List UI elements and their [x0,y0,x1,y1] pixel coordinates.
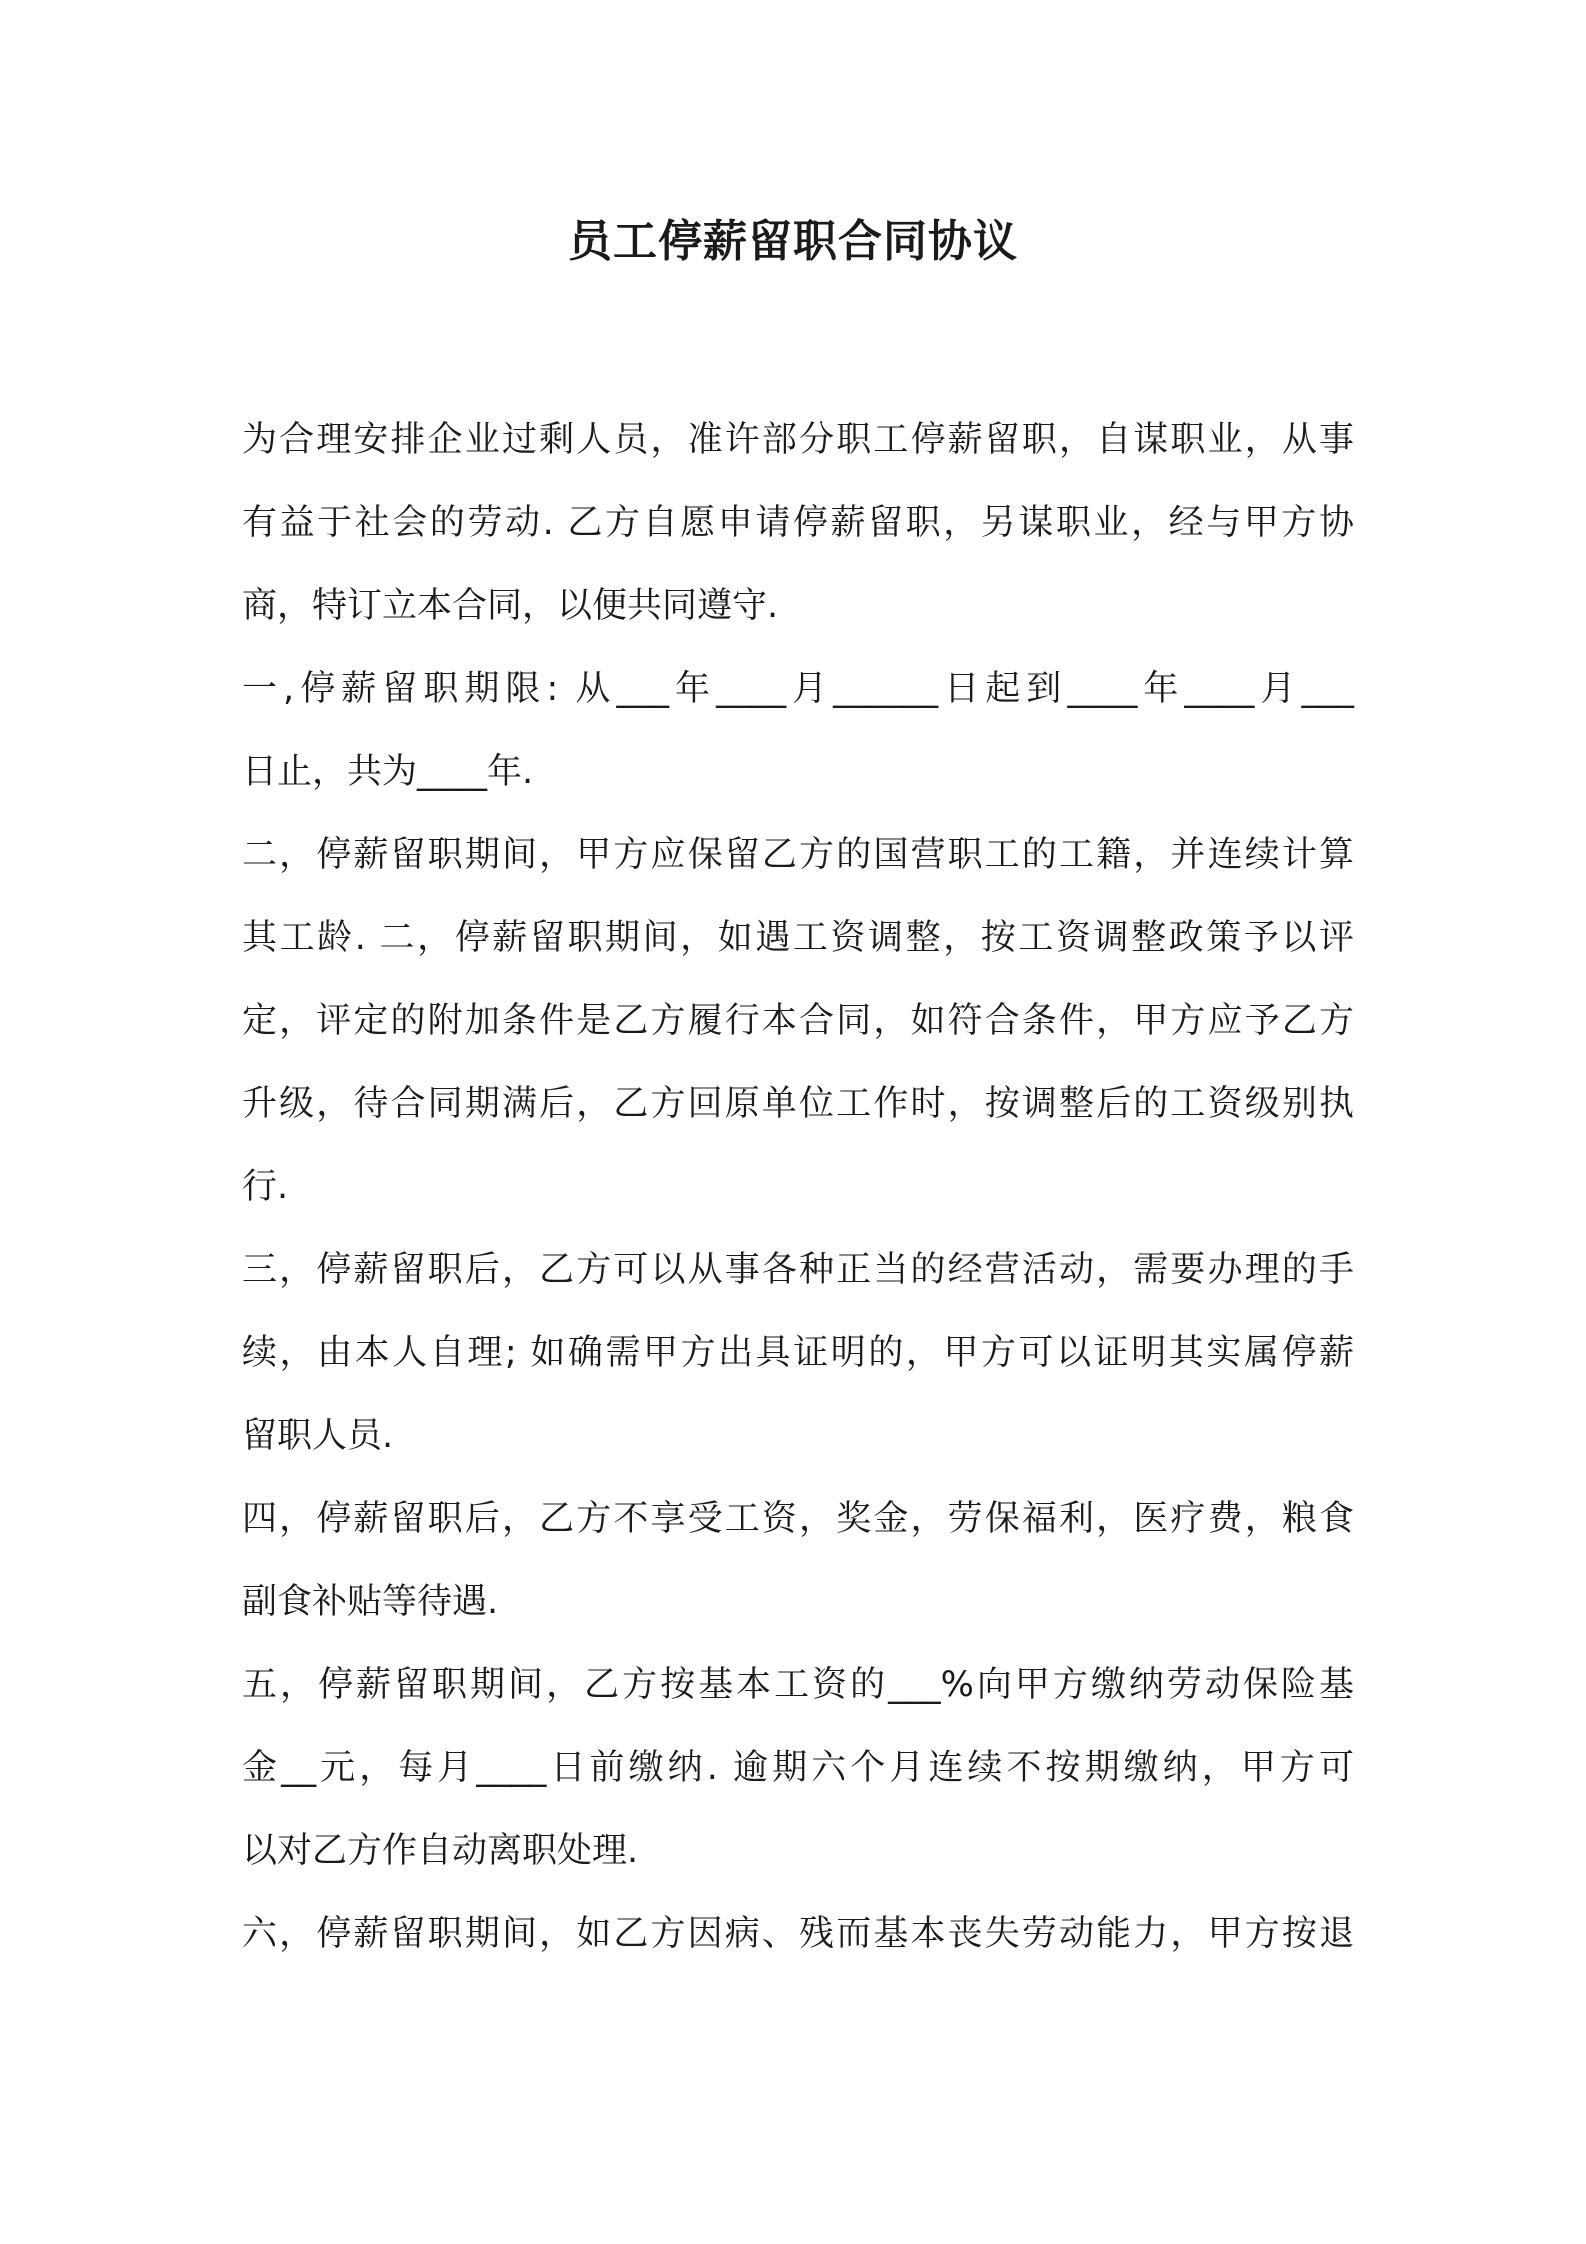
document-body [242,410,1354,1987]
paragraph-line: 留职人员. [242,1416,394,1456]
document-title: 员工停薪留职合同协议 [568,216,1018,267]
paragraph-line: 其工龄. 二，停薪留职期间，如遇工资调整，按工资调整政策予以评 [242,918,1354,958]
paragraph-line: 五，停薪留职期间，乙方按基本工资的___%向甲方缴纳劳动保险基 [242,1665,1354,1705]
paragraph-line: 有益于社会的劳动. 乙方自愿申请停薪留职，另谋职业，经与甲方协 [242,503,1354,543]
paragraph-line: 升级，待合同期满后，乙方回原单位工作时，按调整后的工资级别执 [242,1084,1354,1124]
paragraph-line: 以对乙方作自动离职处理. [242,1831,639,1871]
paragraph-line: 二，停薪留职期间，甲方应保留乙方的国营职工的工籍，并连续计算 [242,835,1354,875]
paragraph-line: 四，停薪留职后，乙方不享受工资，奖金，劳保福利，医疗费，粮食 [242,1499,1354,1539]
paragraph-line: 金__元，每月____日前缴纳. 逾期六个月连续不按期缴纳，甲方可 [242,1748,1354,1788]
paragraph-line: 定，评定的附加条件是乙方履行本合同，如符合条件，甲方应予乙方 [242,1001,1354,1041]
paragraph-line: 一,停薪留职期限: 从___年____月______日起到____年____月___ [242,669,1354,709]
paragraph-line: 商，特订立本合同，以便共同遵守. [242,586,779,626]
paragraph-line: 续，由本人自理; 如确需甲方出具证明的，甲方可以证明其实属停薪 [242,1333,1354,1373]
paragraph-line: 行. [242,1167,289,1207]
paragraph-line: 六，停薪留职期间，如乙方因病、残而基本丧失劳动能力，甲方按退 [242,1914,1354,1954]
paragraph-line: 为合理安排企业过剩人员，准许部分职工停薪留职，自谋职业，从事 [242,420,1354,460]
paragraph-line: 日止，共为____年. [242,752,534,792]
paragraph-line: 三，停薪留职后，乙方可以从事各种正当的经营活动，需要办理的手 [242,1250,1354,1290]
paragraph-line: 副食补贴等待遇. [242,1582,499,1622]
